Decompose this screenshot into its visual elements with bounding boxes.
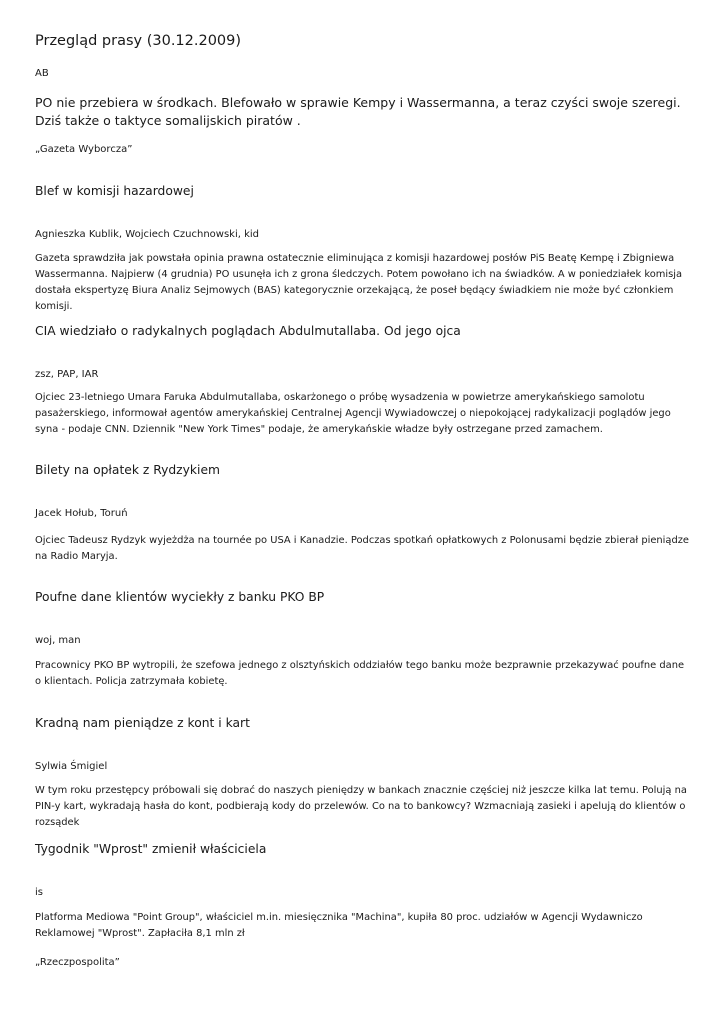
- article-body: Platforma Mediowa "Point Group", właściciel m.in. miesięcznika "Machina", kupiła 80 proc. udziałów w Agencji Wydawniczo Reklamowej "Wprost". Zapłaciła 8,1 mln zł: [35, 912, 643, 939]
- article-authors: is: [35, 887, 43, 898]
- article-body: Ojciec Tadeusz Rydzyk wyjeżdża na tournée po USA i Kanadzie. Podczas spotkań opłatkowych z Polonusami będzie zbierał pieniądze na Radio Maryja.: [35, 535, 689, 562]
- article-title: CIA wiedziało o radykalnych poglądach Abdulmutallaba. Od jego ojca: [35, 324, 461, 338]
- article-title: Poufne dane klientów wyciekły z banku PKO BP: [35, 590, 325, 604]
- lead-paragraph: PO nie przebiera w środkach. Blefowało w sprawie Kempy i Wassermanna, a teraz czyści swoje szeregi. Dziś także o taktyce somalijskich piratów .: [35, 95, 681, 128]
- source-gazeta-wyborcza: „Gazeta Wyborcza”: [35, 144, 133, 155]
- article-authors: zsz, PAP, IAR: [35, 369, 99, 380]
- author-initials: AB: [35, 68, 49, 79]
- article-authors: Sylwia Śmigiel: [35, 761, 108, 772]
- article-body: Pracownicy PKO BP wytropili, że szefowa jednego z olsztyńskich oddziałów tego banku może bezprawnie przekazywać poufne dane o klientach. Policja zatrzymała kobietę.: [35, 660, 685, 687]
- article-title: Kradną nam pieniądze z kont i kart: [35, 716, 250, 730]
- article-title: Blef w komisji hazardowej: [35, 184, 194, 198]
- page-title: Przegląd prasy (30.12.2009): [35, 33, 242, 49]
- article-body: Ojciec 23-letniego Umara Faruka Abdulmutallaba, oskarżonego o próbę wysadzenia w powietrze amerykańskiego samolotu pasażerskiego, informował agentów amerykańskiej Centralnej Agencji Wywiadowczej o niepokojącej radykalizacji poglądów jego syna - podaje CNN. Dziennik "New York Times" podaje, że amerykańskie władze były ostrzegane przed zamachem.: [35, 392, 671, 435]
- article-body: W tym roku przestępcy próbowali się dobrać do naszych pieniędzy w bankach znacznie częściej niż jeszcze kilka lat temu. Polują na PIN-y kart, wykradają hasła do kont, podbierają kody do przelewów. Co na to bankowcy? Wzmacniają zasieki i apelują do klientów o rozsądek: [35, 785, 687, 828]
- article-title: Bilety na opłatek z Rydzykiem: [35, 463, 220, 477]
- article-authors: Jacek Hołub, Toruń: [35, 508, 128, 519]
- article-authors: Agnieszka Kublik, Wojciech Czuchnowski, kid: [35, 229, 260, 240]
- article-title: Tygodnik "Wprost" zmienił właściciela: [35, 842, 267, 856]
- article-authors: woj, man: [35, 635, 81, 646]
- source-rzeczpospolita: „Rzeczpospolita”: [35, 957, 120, 968]
- article-body: Gazeta sprawdziła jak powstała opinia prawna ostatecznie eliminująca z komisji hazardowej posłów PiS Beatę Kempę i Zbigniewa Wassermanna. Najpierw (4 grudnia) PO usunęła ich z grona śledczych. Potem powołano ich na świadków. A w poniedziałek komisja dostała ekspertyzę Biura Analiz Sejmowych (BAS) kategorycznie orzekającą, że poseł będący świadkiem nie może być członkiem komisji.: [35, 253, 683, 312]
